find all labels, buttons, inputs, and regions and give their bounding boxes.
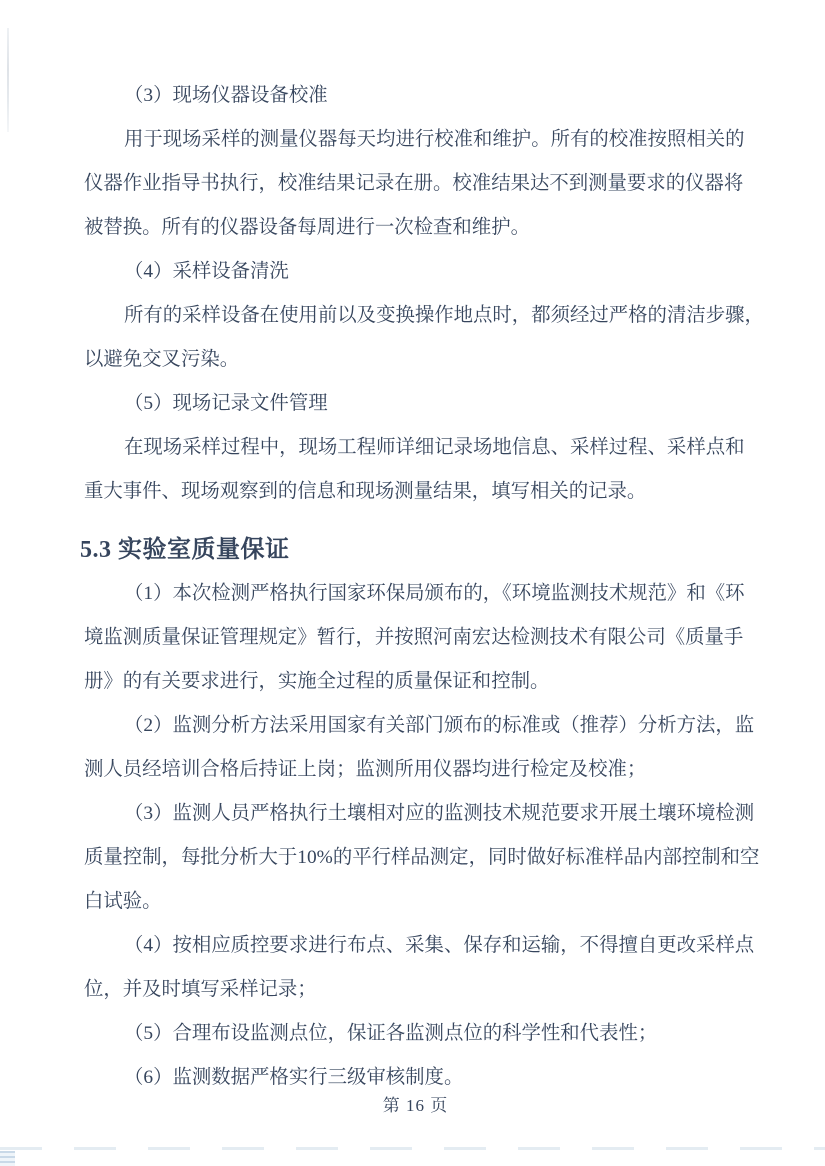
page-content <box>80 74 764 1120</box>
text-line: 仪器作业指导书执行，校准结果记录在册。校准结果达不到测量要求的仪器将 <box>84 173 744 194</box>
scan-artifact-left-line <box>7 28 9 132</box>
text-line: （1）本次检测严格执行国家环保局颁布的，《环境监测技术规范》和《环 <box>124 583 745 604</box>
section-heading: 5.3 实验室质量保证 <box>80 537 290 563</box>
text-line: 白试验。 <box>84 891 162 912</box>
page-number: 第 16 页 <box>382 1096 449 1115</box>
scan-artifact-bottom-dashes <box>0 1147 825 1150</box>
text-line: 在现场采样过程中，现场工程师详细记录场地信息、采样过程、采样点和 <box>124 437 745 458</box>
text-line: 境监测质量保证管理规定》暂行，并按照河南宏达检测技术有限公司《质量手 <box>84 627 744 648</box>
text-line: 以避免交叉污染。 <box>84 349 240 370</box>
text-line: 册》的有关要求进行，实施全过程的质量保证和控制。 <box>84 671 550 692</box>
text-line: 所有的采样设备在使用前以及变换操作地点时，都须经过严格的清洁步骤， <box>124 305 764 326</box>
text-line: （3）监测人员严格执行土壤相对应的监测技术规范要求开展土壤环境检测 <box>124 803 755 824</box>
text-line: 位，并及时填写采样记录； <box>84 979 317 1000</box>
text-line: 被替换。所有的仪器设备每周进行一次检查和维护。 <box>84 217 530 238</box>
text-line: （4）按相应质控要求进行布点、采集、保存和运输，不得擅自更改采样点 <box>124 935 755 956</box>
text-line: （2）监测分析方法采用国家有关部门颁布的标准或（推荐）分析方法，监 <box>124 715 755 736</box>
scan-artifact-corner-mark <box>0 1151 15 1166</box>
text-line: （5）现场记录文件管理 <box>124 393 328 414</box>
text-line: （3）现场仪器设备校准 <box>124 85 328 106</box>
text-line: （5）合理布设监测点位，保证各监测点位的科学性和代表性； <box>124 1023 658 1044</box>
text-line: （4）采样设备清洗 <box>124 261 289 282</box>
text-line: 用于现场采样的测量仪器每天均进行校准和维护。所有的校准按照相关的 <box>124 129 745 150</box>
text-line: 重大事件、现场观察到的信息和现场测量结果，填写相关的记录。 <box>84 481 647 502</box>
text-line: （6）监测数据严格实行三级审核制度。 <box>124 1067 464 1088</box>
text-line: 质量控制，每批分析大于10%的平行样品测定，同时做好标准样品内部控制和空 <box>84 847 760 868</box>
text-line: 测人员经培训合格后持证上岗；监测所用仪器均进行检定及校准； <box>84 759 647 780</box>
